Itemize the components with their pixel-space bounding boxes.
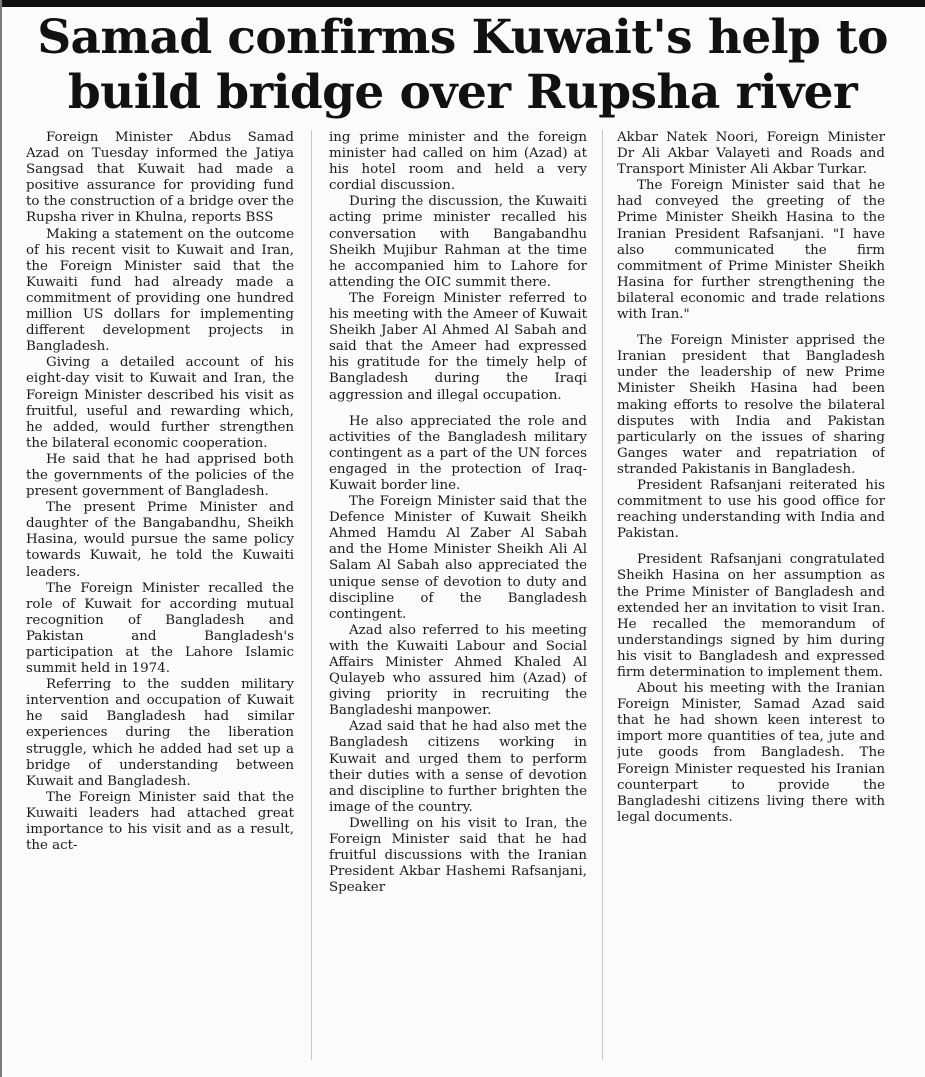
column-divider [602, 130, 603, 1060]
paragraph: President Rafsanjani reiterated his commitment to use his good office for reaching understanding with India and Pakistan. [617, 477, 885, 542]
paragraph: He also appreciated the role and activities of the Bangladesh military contingent as a part of the UN forces engaged in the protection of Iraq-Kuwait border line. [329, 413, 587, 493]
paragraph: The Foreign Minister said that the Defence Minister of Kuwait Sheikh Ahmed Hamdu Al Zaber Al Sabah and the Home Minister Sheikh Ali Al Salam Al Sabah also appreciated the unique sense of devotion to duty and discipline of the Bangladesh contingent. [329, 494, 587, 622]
paragraph: The Foreign Minister said that he had conveyed the greeting of the Prime Minister Sheikh Hasina to the Iranian President Rafsanjani. "I have also communicated the firm commitment of Prime Minister Sheikh Hasina for further strengthening the bilateral economic and trade relations with Iran." [617, 178, 885, 323]
article-column-1 [26, 130, 294, 1070]
paragraph: Referring to the sudden military intervention and occupation of Kuwait he said Bangladesh had similar experiences during the liberation struggle, which he added had set up a bridge of understanding between Kuwait and Bangladesh. [26, 677, 294, 789]
paragraph: The Foreign Minister referred to his meeting with the Ameer of Kuwait Sheikh Jaber Al Ahmed Al Sabah and said that the Ameer had expressed his gratitude for the timely help of Bangladesh during the Iraqi aggression and illegal occupation. [329, 290, 587, 403]
paragraph: The Foreign Minister said that the Kuwaiti leaders had attached great importance to his visit and as a result, the act- [26, 789, 294, 854]
paragraph: Akbar Natek Noori, Foreign Minister Dr Ali Akbar Valayeti and Roads and Transport Minister Ali Akbar Turkar. [617, 130, 885, 178]
paragraph: During the discussion, the Kuwaiti acting prime minister recalled his conversation with Bangabandhu Sheikh Mujibur Rahman at the time he accompanied him to Lahore for attending the OIC summit there. [329, 194, 587, 290]
paragraph: President Rafsanjani congratulated Sheikh Hasina on her assumption as the Prime Minister of Bangladesh and extended her an invitation to visit Iran. He recalled the memorandum of understandings signed by him during his visit to Bangladesh and expressed firm determination to implement them. [617, 552, 885, 680]
paragraph: Azad also referred to his meeting with the Kuwaiti Labour and Social Affairs Minister Ahmed Khaled Al Qulayeb who assured him (Azad) of giving priority in recruiting the Bangladeshi manpower. [329, 622, 587, 719]
paragraph: Azad said that he had also met the Bangladesh citizens working in Kuwait and urged them to perform their duties with a sense of devotion and discipline to further brighten the image of the country. [329, 719, 587, 815]
paragraph: The present Prime Minister and daughter of the Bangabandhu, Sheikh Hasina, would pursue the same policy towards Kuwait, he told the Kuwaiti leaders. [26, 500, 294, 580]
paragraph: Making a statement on the outcome of his recent visit to Kuwait and Iran, the Foreign Minister said that the Kuwaiti fund had already made a commitment of providing one hundred million US dollars for implementing different development projects in Bangladesh. [26, 226, 294, 355]
paragraph: The Foreign Minister recalled the role of Kuwait for according mutual recognition of Bangladesh and Pakistan and Bangladesh's participation at the Lahore Islamic summit held in 1974. [26, 580, 294, 677]
paragraph: He said that he had apprised both the governments of the policies of the present government of Bangladesh. [26, 451, 294, 500]
article-column-3 [617, 130, 885, 1070]
paragraph: ing prime minister and the foreign minister had called on him (Azad) at his hotel room and held a very cordial discussion. [329, 130, 587, 194]
paragraph: Foreign Minister Abdus Samad Azad on Tuesday informed the Jatiya Sangsad that Kuwait had made a positive assurance for providing fund to the construction of a bridge over the Rupsha river in Khulna, reports BSS [26, 130, 294, 226]
paragraph: Dwelling on his visit to Iran, the Foreign Minister said that he had fruitful discussions with the Iranian President Akbar Hashemi Rafsanjani, Speaker [329, 815, 587, 896]
column-divider [311, 130, 312, 1060]
article-column-2 [329, 130, 587, 1070]
paragraph: Giving a detailed account of his eight-day visit to Kuwait and Iran, the Foreign Minister described his visit as fruitful, useful and rewarding which, he added, would further strengthen the bilateral economic cooperation. [26, 355, 294, 451]
top-rule [2, 0, 925, 7]
paragraph: About his meeting with the Iranian Foreign Minister, Samad Azad said that he had shown keen interest to import more quantities of tea, jute and jute goods from Bangladesh. The Foreign Minister requested his Iranian counterpart to provide the Bangladeshi citizens living there with legal documents. [617, 681, 885, 825]
paragraph: The Foreign Minister apprised the Iranian president that Bangladesh under the leadership of new Prime Minister Sheikh Hasina had been making efforts to resolve the bilateral disputes with India and Pakistan particularly on the issues of sharing Ganges water and repatriation of stranded Pakistanis in Bangladesh. [617, 333, 885, 477]
headline: Samad confirms Kuwait's help to build bridge over Rupsha river [37, 10, 888, 120]
